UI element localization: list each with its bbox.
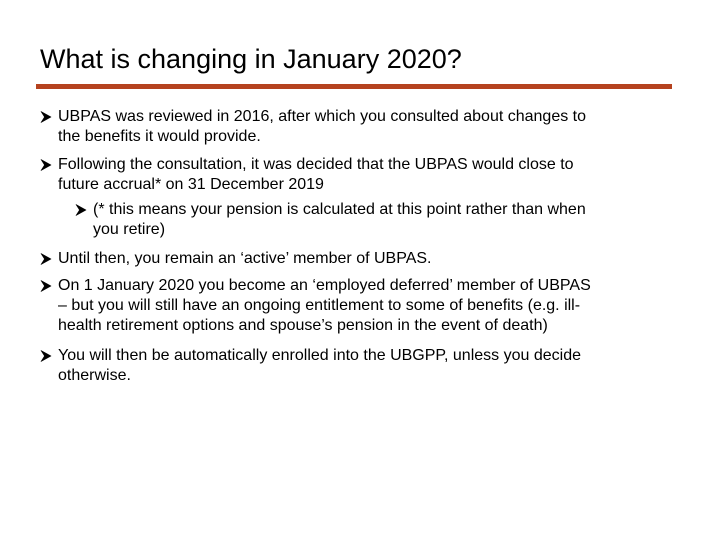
slide-title: What is changing in January 2020? [40,44,462,74]
arrowhead-bullet-icon [75,200,89,220]
bullet-item [40,249,432,269]
bullet-text [40,249,432,269]
arrowhead-bullet-icon [40,249,54,269]
bullet-text [40,155,574,195]
bullet-item [40,346,581,386]
bullet-line: Until then, you remain an ‘active’ member of UBPAS. [58,250,432,267]
bullet-text [40,346,581,386]
bullet-item [40,276,591,336]
bullet-line: health retirement options and spouse’s pension in the event of death) [58,317,548,334]
bullet-line: (* this means your pension is calculated at this point rather than when [93,201,586,218]
bullet-line: On 1 January 2020 you become an ‘employed deferred’ member of UBPAS [58,277,591,294]
bullet-text [40,276,591,336]
bullet-line: You will then be automatically enrolled into the UBGPP, unless you decide [58,347,581,364]
bullet-line: future accrual* on 31 December 2019 [58,176,324,193]
bullet-line: you retire) [93,221,166,238]
title-divider [36,84,672,89]
bullet-line: the benefits it would provide. [58,128,261,145]
bullet-text [75,200,586,240]
bullet-item [40,107,586,147]
bullet-item [40,155,574,195]
bullet-line: UBPAS was reviewed in 2016, after which you consulted about changes to [58,108,587,125]
bullet-line: otherwise. [58,367,131,384]
bullet-line: – but you will still have an ongoing entitlement to some of benefits (e.g. ill- [58,297,581,314]
arrowhead-bullet-icon [40,107,54,127]
arrowhead-bullet-icon [40,155,54,175]
bullet-line: Following the consultation, it was decided that the UBPAS would close to [58,156,574,173]
arrowhead-bullet-icon [40,276,54,296]
sub-bullet-item [75,200,586,240]
bullet-text [40,107,586,147]
arrowhead-bullet-icon [40,346,54,366]
